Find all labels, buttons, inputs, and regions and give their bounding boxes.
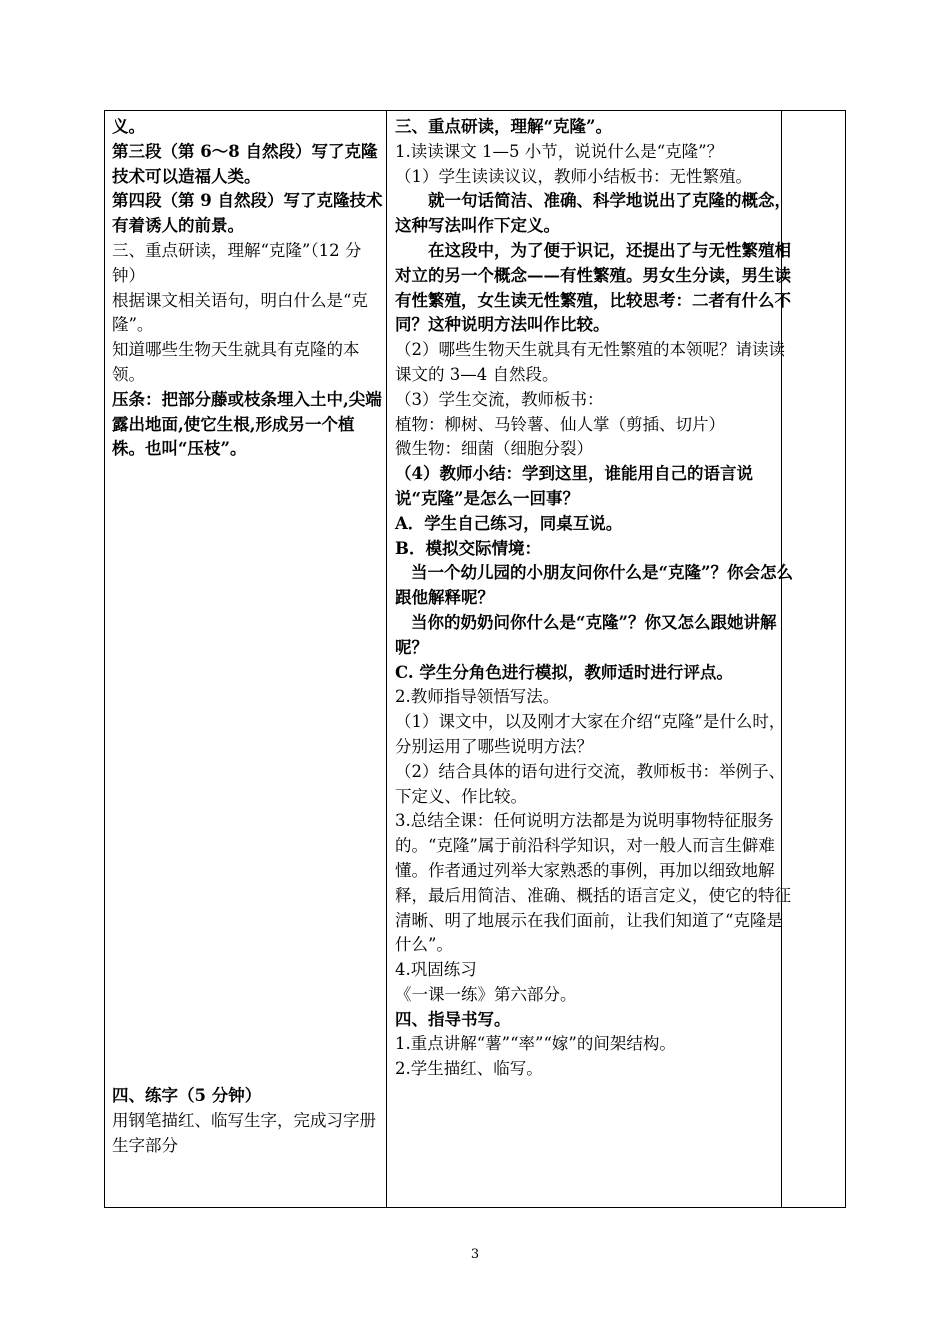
text-line: 4.巩固练习 [395, 960, 477, 980]
text-line: 微生物：细菌（细胞分裂） [395, 439, 593, 459]
right-column [395, 115, 795, 1082]
text-line: 三、重点研读，理解“克隆”。 [395, 117, 612, 136]
text-line: B．模拟交际情境： [395, 538, 541, 558]
text-line: 《一课一练》第六部分。 [395, 984, 577, 1004]
text-line: 压条：把部分藤或枝条埋入土中,尖端露出地面,使它生根,形成另一个植株。也叫“压枝”。 [112, 389, 382, 459]
text-line: 义。 [112, 117, 145, 136]
left-column-top [112, 115, 384, 462]
page-number: 3 [470, 1247, 480, 1262]
text-line: 四、练字（5 分钟） [112, 1086, 262, 1106]
text-line: 三、重点研读，理解“克隆”（12 分钟） [112, 240, 362, 285]
text-line: 就一句话简洁、准确、科学地说出了克隆的概念，这种写法叫作下定义。 [395, 191, 791, 236]
text-line: 3.总结全课：任何说明方法都是为说明事物特征服务的。“克隆”属于前沿科学知识，对一般人而言生僻难懂。作者通过列举大家熟悉的事例，再加以细致地解释，最后用简洁、准确、概括的语言定义，使它的特征清晰、明了地展示在我们面前，让我们知道了“克隆是什么”。 [395, 811, 791, 955]
text-line: 第四段（第 9 自然段）写了克隆技术有着诱人的前景。 [112, 191, 383, 236]
left-column-bottom [112, 1084, 384, 1158]
text-line: 在这段中，为了便于识记，还提出了与无性繁殖相对立的另一个概念——有性繁殖。男女生分读，男生读有性繁殖，女生读无性繁殖，比较思考：二者有什么不同？这种说明方法叫作比较。 [395, 240, 791, 335]
text-line: C. 学生分角色进行模拟，教师适时进行评点。 [395, 662, 733, 682]
text-line: 知道哪些生物天生就具有克隆的本领。 [112, 340, 360, 384]
text-line: 2.教师指导领悟写法。 [395, 687, 560, 707]
left-column [112, 115, 384, 1159]
text-line: （1）学生读读议议，教师小结板书：无性繁殖。 [395, 166, 752, 186]
left-column-gap [112, 462, 384, 1084]
text-line: 根据课文相关语句，明白什么是“克隆”。 [112, 290, 368, 335]
text-line: 用钢笔描红、临写生字，完成习字册生字部分 [112, 1110, 376, 1155]
text-line: 当你的奶奶问你什么是“克隆”？你又怎么跟她讲解呢？ [395, 612, 777, 657]
right-column-lines [395, 115, 795, 1082]
column-divider-1 [386, 111, 387, 1207]
text-line: （3）学生交流，教师板书： [395, 389, 604, 409]
text-line: 植物：柳树、马铃薯、仙人掌（剪插、切片） [395, 414, 725, 434]
text-line: （2）哪些生物天生就具有无性繁殖的本领呢？请读读课文的 3—4 自然段。 [395, 340, 785, 384]
text-line: 1.读读课文 1—5 小节，说说什么是“克隆”？ [395, 141, 724, 161]
text-line: （2）结合具体的语句进行交流，教师板书：举例子、下定义、作比较。 [395, 761, 785, 806]
text-line: （1）课文中，以及刚才大家在介绍“克隆”是什么时，分别运用了哪些说明方法？ [395, 712, 786, 756]
text-line: 当一个幼儿园的小朋友问你什么是“克隆”？你会怎么跟他解释呢？ [395, 563, 793, 608]
text-line: 2.学生描红、临写。 [395, 1059, 543, 1079]
text-line: A．学生自己练习，同桌互说。 [395, 513, 623, 533]
text-line: 四、指导书写。 [395, 1009, 511, 1029]
text-line: （4）教师小结：学到这里，谁能用自己的语言说说“克隆”是怎么一回事？ [395, 464, 753, 508]
lesson-table [104, 110, 846, 1208]
text-line: 第三段（第 6～8 自然段）写了克隆技术可以造福人类。 [112, 141, 378, 186]
text-line: 1.重点讲解“薯”“率”“嫁”的间架结构。 [395, 1034, 676, 1054]
